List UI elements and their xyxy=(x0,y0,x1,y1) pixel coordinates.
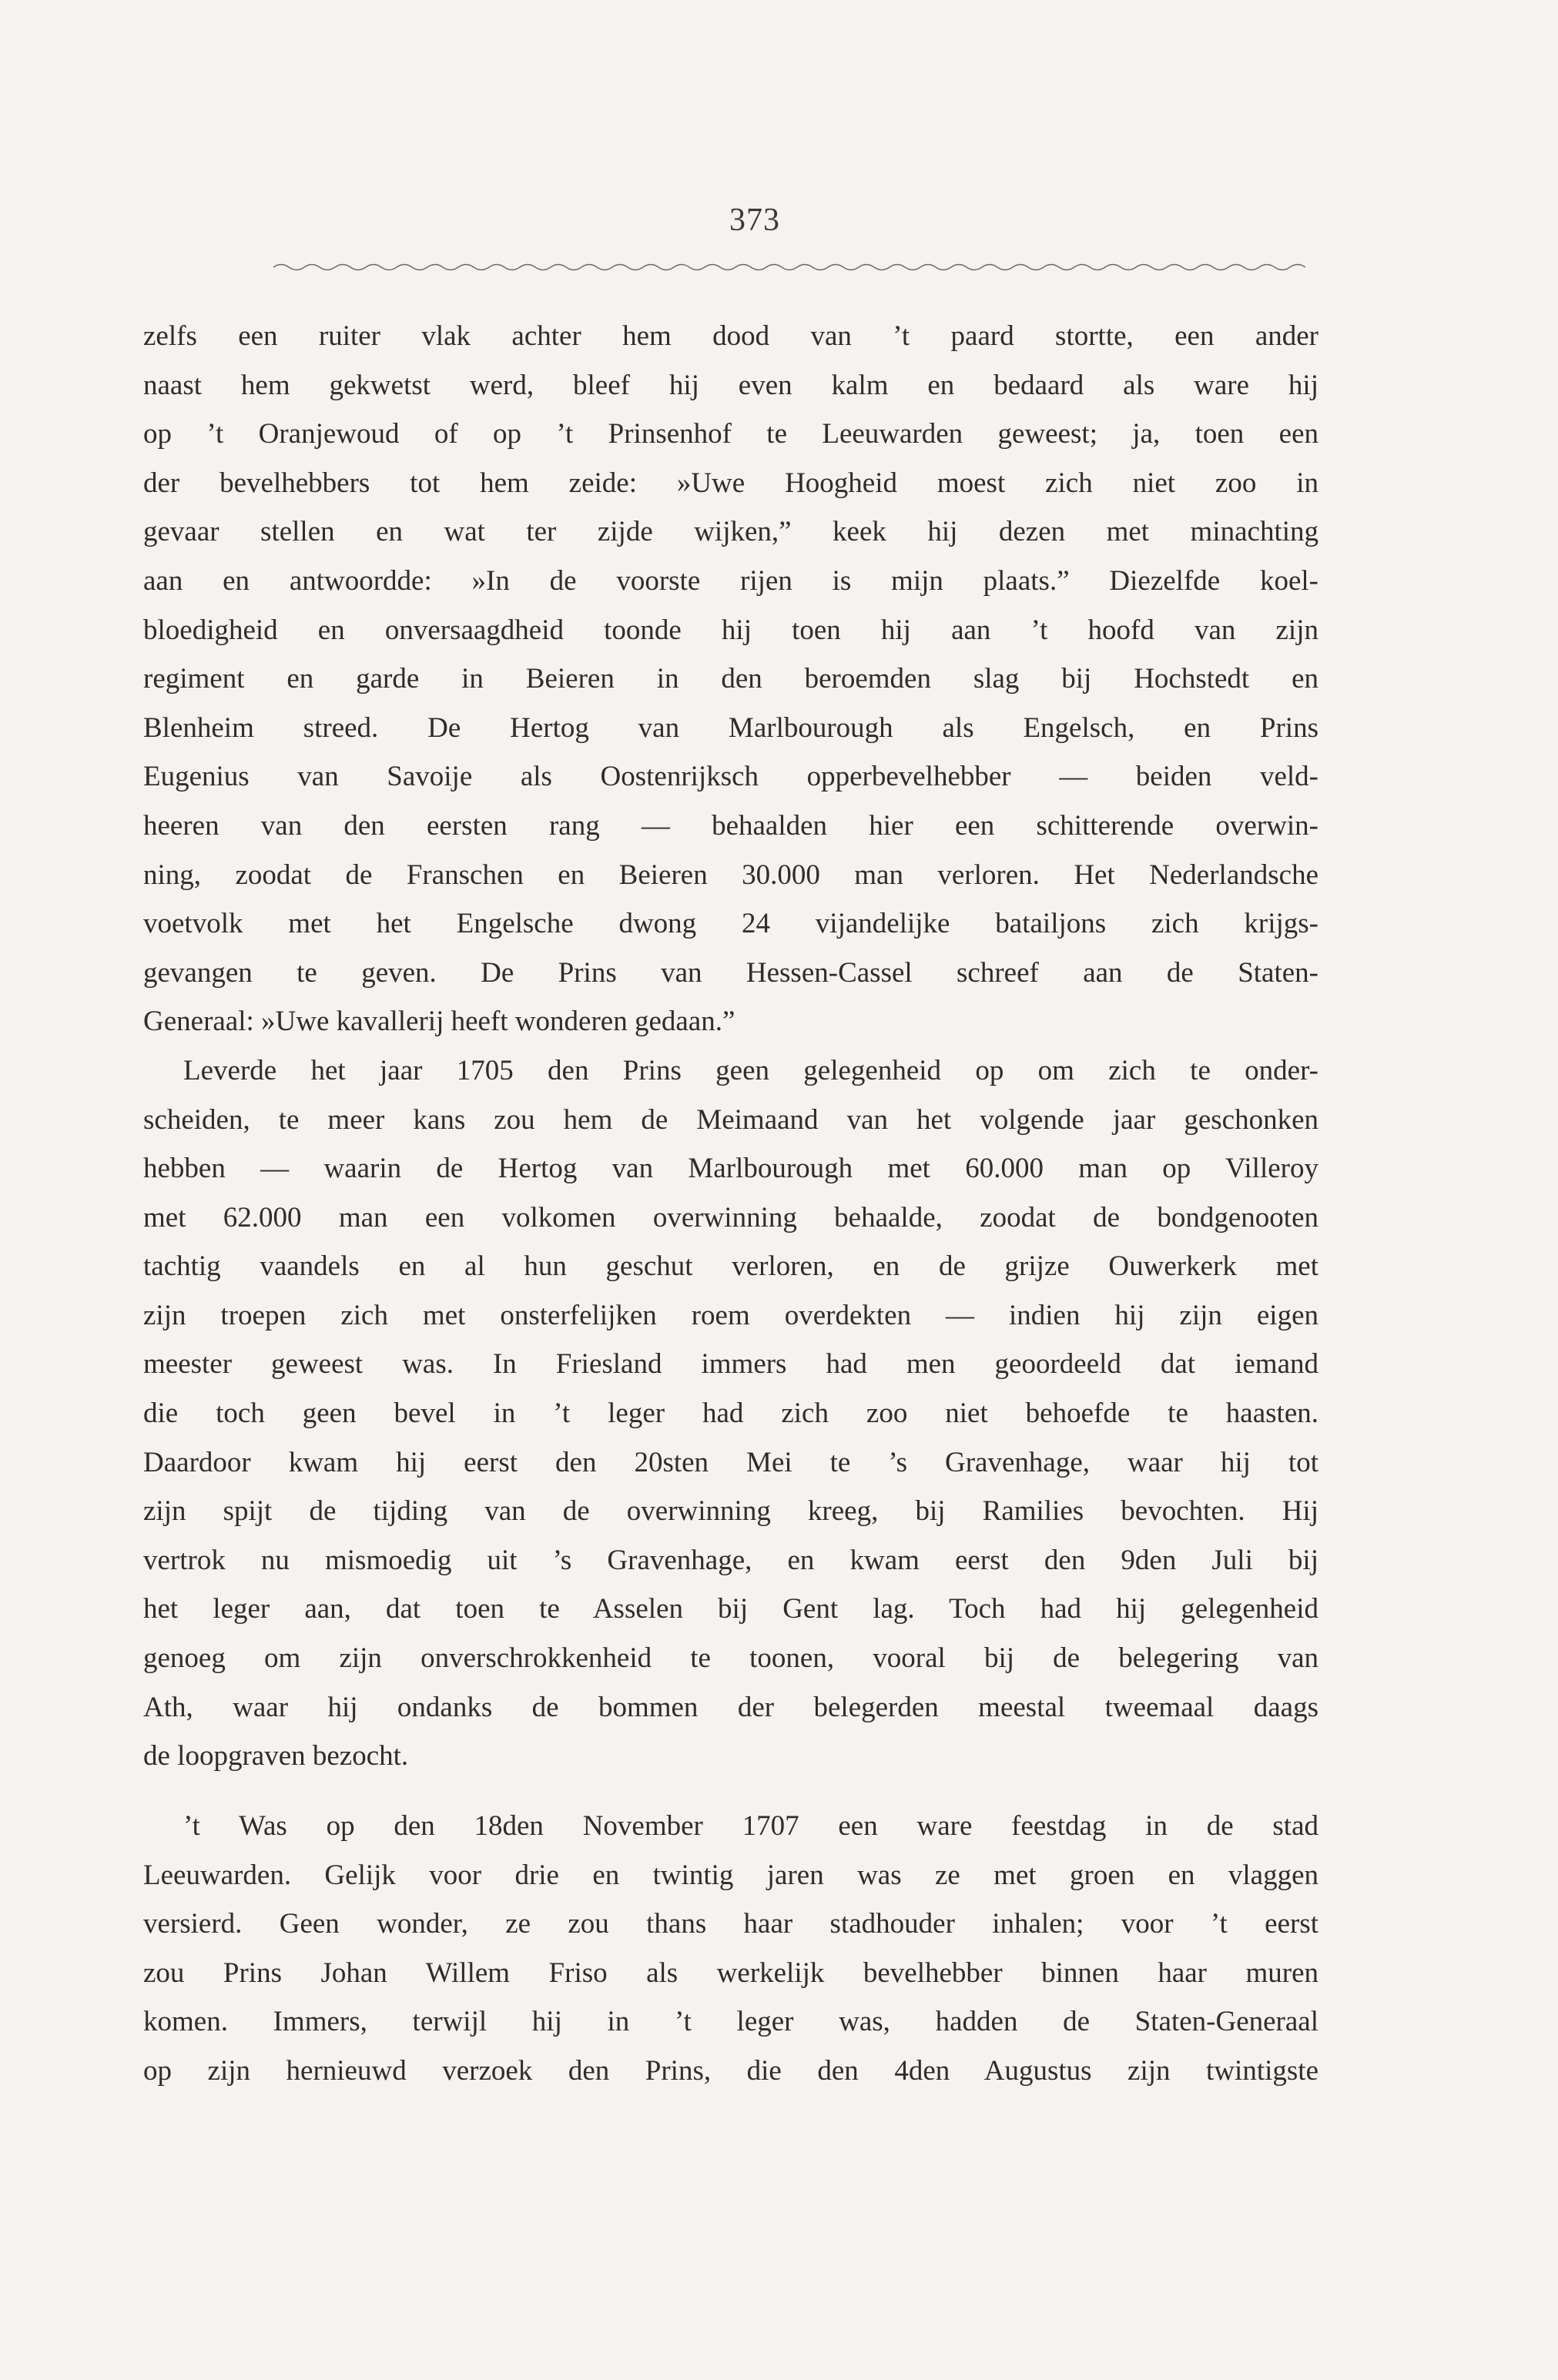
text-line: gevaar stellen en wat ter zijde wijken,” keek hij dezen met minachting xyxy=(143,516,1318,548)
text-line: op ’t Oranjewoud of op ’t Prinsenhof te Leeuwarden geweest; ja, toen een xyxy=(143,418,1318,450)
text-line: zou Prins Johan Willem Friso als werkelijk bevelhebber binnen haar muren xyxy=(143,1957,1318,1989)
body-text-bottom xyxy=(143,1802,1318,2096)
text-line: hebben — waarin de Hertog van Marlbourough met 60.000 man op Villeroy xyxy=(143,1153,1318,1185)
text-line: genoeg om zijn onverschrokkenheid te toonen, vooral bij de belegering van xyxy=(143,1642,1318,1675)
page-number: 373 xyxy=(729,203,780,238)
text-line: gevangen te geven. De Prins van Hessen-Cassel schreef aan de Staten- xyxy=(143,956,1318,989)
text-line: zijn troepen zich met onsterfelijken roem overdekten — indien hij zijn eigen xyxy=(143,1299,1318,1331)
text-line: heeren van den eersten rang — behaalden hier een schitterende overwin- xyxy=(143,809,1318,842)
text-line: Eugenius van Savoije als Oostenrijksch opperbevelhebber — beiden veld- xyxy=(143,761,1318,793)
text-line: op zijn hernieuwd verzoek den Prins, die den 4den Augustus zijn twintigste xyxy=(143,2054,1318,2087)
text-line: voetvolk met het Engelsche dwong 24 vijandelijke batailjons zich krijgs- xyxy=(143,908,1318,940)
text-line: regiment en garde in Beieren in den beroemden slag bij Hochstedt en xyxy=(143,663,1318,695)
text-line: vertrok nu mismoedig uit ’s Gravenhage, en kwam eerst den 9den Juli bij xyxy=(143,1544,1318,1576)
text-line: het leger aan, dat toen te Asselen bij Gent lag. Toch had hij gelegenheid xyxy=(143,1593,1318,1625)
text-line: ning, zoodat de Franschen en Beieren 30.000 man verloren. Het Nederlandsche xyxy=(143,859,1318,891)
text-line: Blenheim streed. De Hertog van Marlbourough als Engelsch, en Prins xyxy=(143,711,1318,744)
text-line: komen. Immers, terwijl hij in ’t leger was, hadden de Staten-Generaal xyxy=(143,2006,1318,2038)
text-line: Generaal: »Uwe kavallerij heeft wonderen gedaan.” xyxy=(143,1006,735,1038)
text-line: met 62.000 man een volkomen overwinning behaalde, zoodat de bondgenooten xyxy=(143,1201,1318,1234)
text-line: tachtig vaandels en al hun geschut verloren, en de grijze Ouwerkerk met xyxy=(143,1250,1318,1283)
text-line: zijn spijt de tijding van de overwinning kreeg, bij Ramilies bevochten. Hij xyxy=(143,1495,1318,1528)
text-line: de loopgraven bezocht. xyxy=(143,1740,409,1772)
text-line: Leeuwarden. Gelijk voor drie en twintig jaren was ze met groen en vlaggen xyxy=(143,1859,1318,1891)
text-line: naast hem gekwetst werd, bleef hij even kalm en bedaard als ware hij xyxy=(143,369,1318,401)
text-line: der bevelhebbers tot hem zeide: »Uwe Hoogheid moest zich niet zoo in xyxy=(143,467,1318,499)
text-line: ’t Was op den 18den November 1707 een ware feestdag in de stad xyxy=(183,1810,1318,1842)
text-line: zelfs een ruiter vlak achter hem dood van ’t paard stortte, een ander xyxy=(143,320,1318,352)
paragraph-3 xyxy=(143,1802,1318,2096)
paragraph-2 xyxy=(143,1046,1318,1781)
paragraph-1 xyxy=(143,312,1318,1046)
text-line: Ath, waar hij ondanks de bommen der belegerden meestal tweemaal daags xyxy=(143,1691,1318,1723)
text-line: aan en antwoordde: »In de voorste rijen is mijn plaats.” Diezelfde koel- xyxy=(143,564,1318,597)
text-line: meester geweest was. In Friesland immers had men geoordeeld dat iemand xyxy=(143,1348,1318,1381)
text-line: Leverde het jaar 1705 den Prins geen gelegenheid op om zich te onder- xyxy=(183,1054,1318,1086)
text-line: versierd. Geen wonder, ze zou thans haar stadhouder inhalen; voor ’t eerst xyxy=(143,1908,1318,1940)
text-line: scheiden, te meer kans zou hem de Meimaand van het volgende jaar geschonken xyxy=(143,1103,1318,1136)
text-line: Daardoor kwam hij eerst den 20sten Mei te ’s Gravenhage, waar hij tot xyxy=(143,1446,1318,1478)
text-line: bloedigheid en onversaagdheid toonde hij toen hij aan ’t hoofd van zijn xyxy=(143,614,1318,646)
text-line: die toch geen bevel in ’t leger had zich zoo niet behoefde te haasten. xyxy=(143,1398,1318,1430)
wavy-rule xyxy=(273,262,1305,273)
body-text-top xyxy=(143,312,1318,1781)
